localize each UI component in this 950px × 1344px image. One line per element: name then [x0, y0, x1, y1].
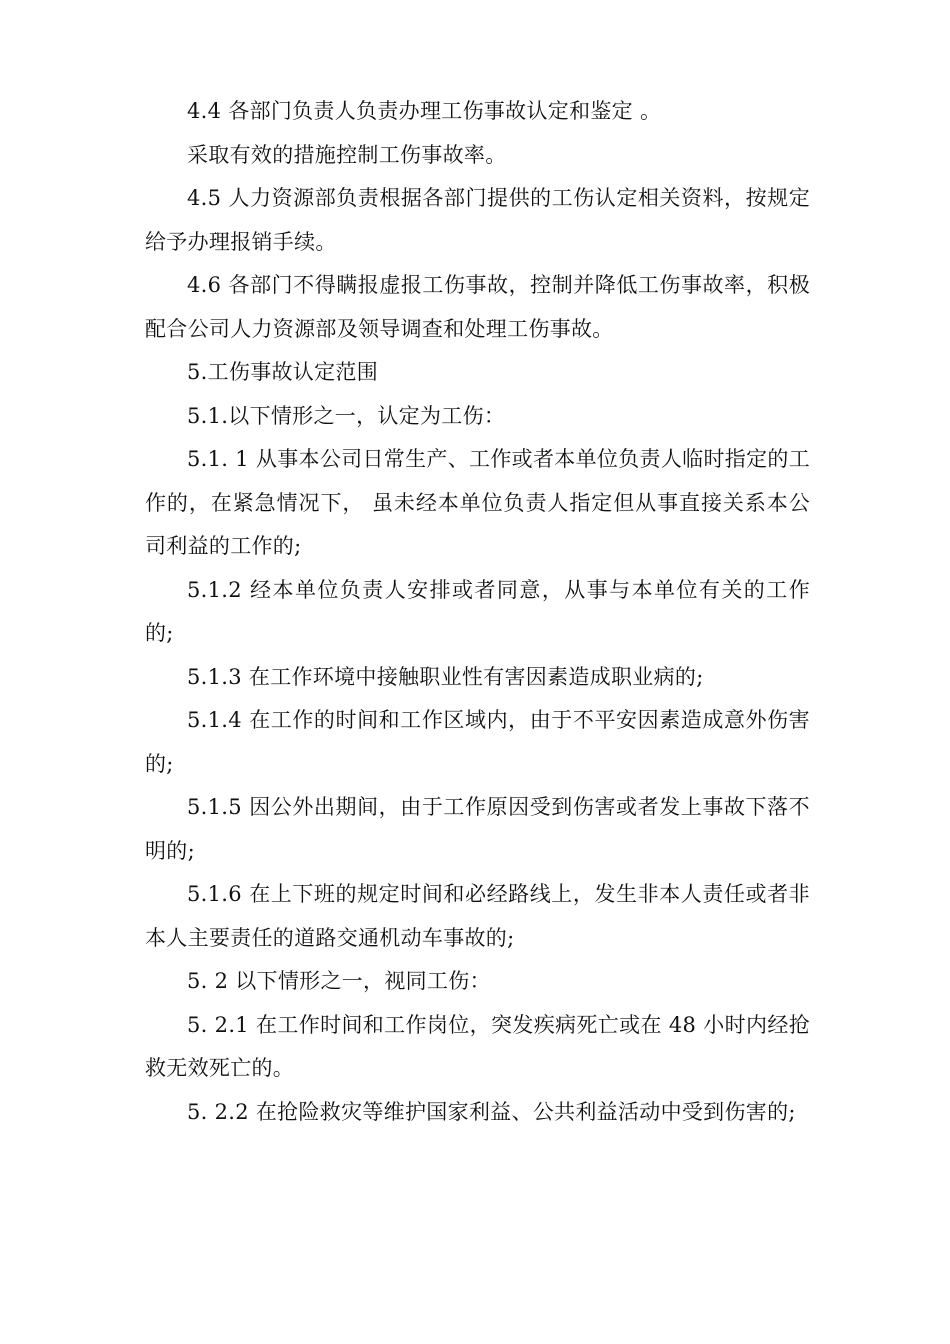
paragraph-4-5: 4.5 人力资源部负责根据各部门提供的工伤认定相关资料，按规定给予办理报销手续。 [145, 186, 810, 254]
paragraph-5-1-6: 5.1.6 在上下班的规定时间和必经路线上，发生非本人责任或者非本人主要责任的道路交通机动车事故的; [145, 882, 810, 950]
paragraph-5-1: 5.1.以下情形之一，认定为工伤： [187, 403, 506, 428]
paragraph-5-1-3: 5.1.3 在工作环境中接触职业性有害因素造成职业病的; [187, 664, 704, 689]
paragraph-5-1-1: 5.1. 1 从事本公司日常生产、工作或者本单位负责人临时指定的工作的，在紧急情况下， 虽未经本单位负责人指定但从事直接关系本公司利益的工作的; [145, 447, 810, 558]
paragraph-5-2: 5. 2 以下情形之一，视同工伤： [187, 969, 491, 993]
document-page [145, 90, 810, 1134]
paragraph-5-1-5: 5.1.5 因公外出期间，由于工作原因受到伤害或者发上事故下落不明的; [145, 795, 810, 863]
paragraph-control-rate: 采取有效的措施控制工伤事故率。 [187, 142, 507, 167]
paragraph-5-2-2: 5. 2.2 在抢险救灾等维护国家利益、公共利益活动中受到伤害的; [187, 1099, 796, 1124]
paragraph-4-4: 4.4 各部门负责人负责办理工伤事故认定和鉴定 。 [187, 99, 662, 123]
paragraph-4-6: 4.6 各部门不得瞒报虚报工伤事故，控制并降低工伤事故率，积极配合公司人力资源部及领导调查和处理工伤事故。 [145, 273, 810, 341]
paragraph-5-1-4: 5.1.4 在工作的时间和工作区域内，由于不平安因素造成意外伤害的; [145, 708, 810, 776]
paragraph-5-1-2: 5.1.2 经本单位负责人安排或者同意，从事与本单位有关的工作的; [145, 577, 810, 645]
section-heading-5: 5.工伤事故认定范围 [187, 360, 379, 384]
paragraph-5-2-1: 5. 2.1 在工作时间和工作岗位，突发疾病死亡或在 48 小时内经抢救无效死亡的。 [145, 1012, 810, 1080]
